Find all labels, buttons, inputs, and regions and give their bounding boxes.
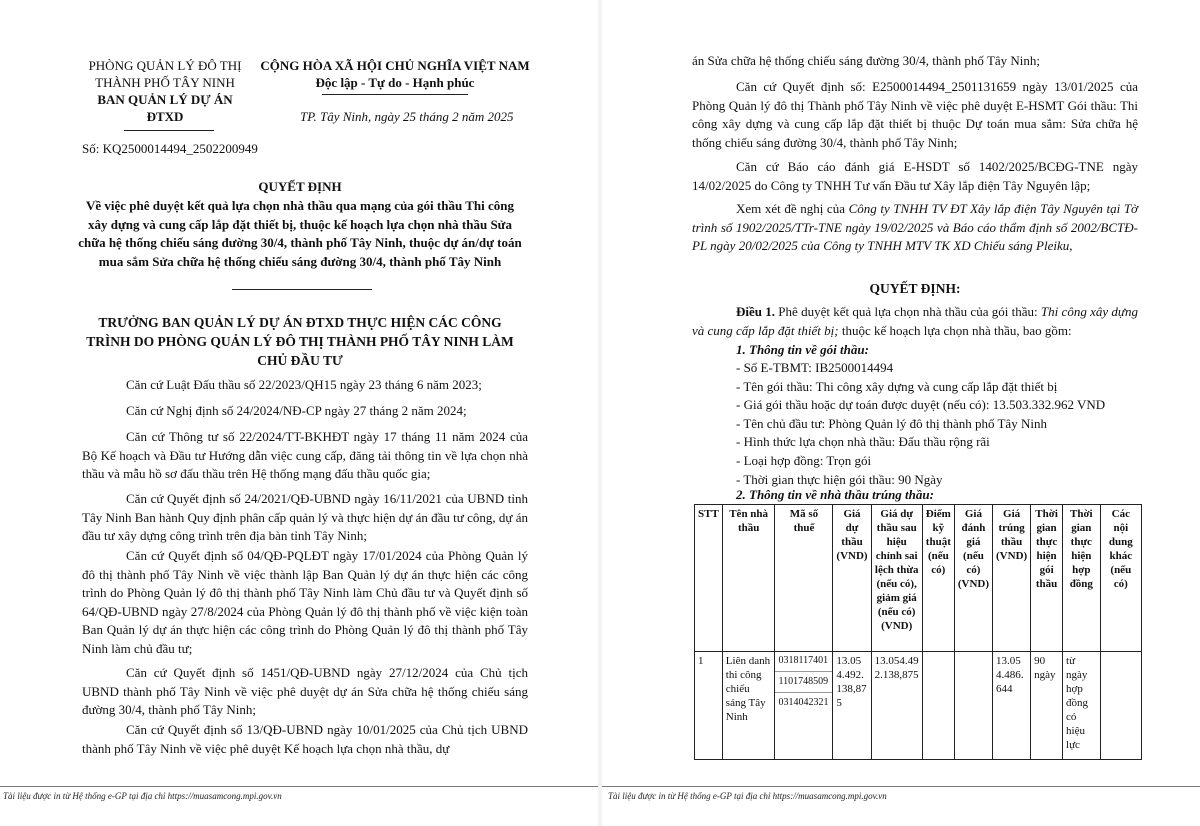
legal-basis-4: Căn cứ Quyết định số 24/2021/QĐ-UBND ngày 16/11/2021 của UBND tỉnh Tây Ninh Ban hành Quy định phân cấp quản lý và thực hiện dự án đầu tư công, dự án đầu tư xây dựng công trình trên địa bàn tỉnh Tây Ninh; bbox=[82, 491, 528, 543]
cell-adjusted-price: 13.054.492.138,875 bbox=[871, 652, 922, 760]
col-header-tax-code: Mã số thuế bbox=[775, 505, 833, 652]
cell-contract-time: từ ngày hợp đồng có hiệu lực bbox=[1063, 652, 1101, 760]
cell-award-price: 13.054.486.644 bbox=[993, 652, 1031, 760]
article-1-tail: thuộc kế hoạch lựa chọn nhà thầu, bao gồm: bbox=[838, 322, 1072, 338]
legal-basis-5: Căn cứ Quyết định số 04/QĐ-PQLĐT ngày 17/01/2024 của Phòng Quản lý đô thị thành phố Tây Ninh về việc thành lập Ban Quản lý dự án thực hiện các công trình do Phòng Quản lý đô thị thành phố Tây Ninh làm Chủ đầu tư và Quyết định số 64/QĐ-UBND ngày 27/8/2024 của Phòng Quản lý đô thị thành phố về việc kiện toàn Ban Quản lý dự án thực hiện các công trình do Phòng Quản lý đô thị thành phố Tây Ninh làm chủ đầu tư; bbox=[82, 548, 528, 656]
document-page-right bbox=[602, 0, 1200, 826]
national-header bbox=[255, 57, 535, 91]
package-info-list bbox=[736, 359, 1156, 489]
continuation-line: án Sửa chữa hệ thống chiếu sáng đường 30/4, thành phố Tây Ninh; bbox=[692, 53, 1041, 68]
legal-basis-3: Căn cứ Thông tư số 22/2024/TT-BKHĐT ngày 17 tháng 11 năm 2024 của Bộ Kế hoạch và Đầu tư Hướng dẫn việc cung cấp, đăng tải thông tin về lựa chọn nhà thầu và mẫu hồ sơ đấu thầu trên Hệ thống mạng đấu thầu quốc gia; bbox=[82, 429, 528, 481]
article-1-label: Điều 1. bbox=[736, 304, 776, 319]
republic-name: CỘNG HÒA XÃ HỘI CHỦ NGHĨA VIỆT NAM bbox=[260, 58, 530, 73]
package-info-item: - Hình thức lựa chọn nhà thầu: Đấu thầu rộng rãi bbox=[736, 434, 990, 450]
motto-underline bbox=[322, 94, 468, 95]
package-info-item: - Tên chủ đầu tư: Phòng Quản lý đô thị thành phố Tây Ninh bbox=[736, 415, 1047, 431]
agency-line-3: BAN QUẢN LÝ DỰ ÁN bbox=[97, 92, 233, 107]
package-info-item: - Giá gói thầu hoặc dự toán được duyệt (nếu có): 13.503.332.962 VND bbox=[736, 397, 1106, 413]
proposal-prefix: Xem xét đề nghị của bbox=[736, 201, 849, 216]
basis-evaluation-report: Căn cứ Báo cáo đánh giá E-HSDT số 1402/2025/BCĐG-TNE ngày 14/02/2025 do Công ty TNHH Tư vấn Đầu tư Xây lắp điện Tây Nguyên lập; bbox=[692, 159, 1138, 193]
col-header-bid-price: Giá dự thầu (VND) bbox=[833, 505, 871, 652]
document-number: Số: KQ2500014494_2502200949 bbox=[82, 141, 258, 156]
col-header-contract-time: Thời gian thực hiện hợp đồng bbox=[1063, 505, 1101, 652]
package-info-item: - Số E-TBMT: IB2500014494 bbox=[736, 360, 894, 375]
footer-note: Tài liệu được in từ Hệ thống e-GP tại địa chỉ https://muasamcong.mpi.gov.vn bbox=[608, 791, 887, 801]
col-header-other: Các nội dung khác (nếu có) bbox=[1100, 505, 1141, 652]
col-header-award-price: Giá trúng thầu (VND) bbox=[993, 505, 1031, 652]
cell-tech-score bbox=[922, 652, 954, 760]
decision-title: QUYẾT ĐỊNH bbox=[258, 179, 342, 194]
cell-package-time: 90 ngày bbox=[1031, 652, 1063, 760]
col-header-tech-score: Điểm kỹ thuật (nếu có) bbox=[922, 505, 954, 652]
agency-line-4: ĐTXD bbox=[146, 109, 184, 124]
article-1 bbox=[692, 303, 1138, 340]
tax-code: 0318117401 bbox=[778, 655, 829, 666]
col-header-package-time: Thời gian thực hiện gói thầu bbox=[1031, 505, 1063, 652]
cell-stt: 1 bbox=[695, 652, 723, 760]
cell-bidder-name: Liên danh thi công chiếu sáng Tây Ninh bbox=[722, 652, 775, 760]
col-header-stt: STT bbox=[695, 505, 723, 652]
agency-line-1: PHÒNG QUẢN LÝ ĐÔ THỊ bbox=[88, 58, 242, 73]
tax-code: 1101748509 bbox=[775, 671, 832, 688]
section-1-title: 1. Thông tin về gói thầu: bbox=[736, 342, 869, 357]
tax-code: 0314042321 bbox=[775, 692, 832, 709]
col-header-eval-price: Giá đánh giá (nếu có) (VND) bbox=[954, 505, 992, 652]
cell-tax-codes bbox=[775, 652, 833, 760]
proposal-reference: Công ty TNHH TV ĐT Xây lắp điện Tây Nguyên tại Tờ trình số 1902/2025/TTr-TNE ngày 19/02/2025 và Báo cáo thẩm định số 2002/BCTĐ-PL ngày 20/02/2025 của Công ty TNHH MTV TK XD Chiếu sáng Pleiku, bbox=[692, 201, 1138, 253]
table-header-row bbox=[695, 505, 1142, 652]
basis-esmt: Căn cứ Quyết định số: E2500014494_2501131659 ngày 13/01/2025 của Phòng Quản lý đô thị Thành phố Tây Ninh về việc phê duyệt E-HSMT Gói thầu: Thi công xây dựng và cung cấp lắp đặt thiết bị thuộc Dự toán mua sắm: Sửa chữa hệ thống chiếu sáng đường 30/4, thành phố Tây Ninh; bbox=[692, 79, 1138, 150]
winning-bidder-table bbox=[694, 504, 1142, 760]
package-info-item: - Loại hợp đồng: Trọn gói bbox=[736, 452, 872, 468]
cell-eval-price bbox=[954, 652, 992, 760]
legal-basis-1: Căn cứ Luật Đấu thầu số 22/2023/QH15 ngày 23 tháng 6 năm 2023; bbox=[126, 377, 482, 392]
agency-underline bbox=[124, 130, 214, 131]
legal-basis-2: Căn cứ Nghị định số 24/2024/NĐ-CP ngày 27 tháng 2 năm 2024; bbox=[126, 403, 467, 418]
footer-rule bbox=[602, 786, 1200, 787]
proposal-paragraph bbox=[692, 200, 1138, 256]
footer-rule bbox=[0, 786, 598, 787]
cell-bid-price: 13.054.492.138,875 bbox=[833, 652, 871, 760]
article-1-package: Thi công xây dựng và cung cấp lắp đặt thiết bị; bbox=[692, 304, 1139, 338]
decision-heading: QUYẾT ĐỊNH: bbox=[869, 281, 961, 296]
issuing-authority: TRƯỞNG BAN QUẢN LÝ DỰ ÁN ĐTXD THỰC HIỆN CÁC CÔNG TRÌNH DO PHÒNG QUẢN LÝ ĐÔ THỊ THÀNH PHỐ TÂY NINH LÀM CHỦ ĐẦU TƯ bbox=[86, 315, 514, 368]
footer-note: Tài liệu được in từ Hệ thống e-GP tại địa chỉ https://muasamcong.mpi.gov.vn bbox=[3, 791, 282, 801]
col-header-adjusted-price: Giá dự thầu sau hiệu chỉnh sai lệch thừa (nếu có), giảm giá (nếu có) (VND) bbox=[871, 505, 922, 652]
package-info-item: - Tên gói thầu: Thi công xây dựng và cung cấp lắp đặt thiết bị bbox=[736, 378, 1058, 394]
section-2-title: 2. Thông tin về nhà thầu trúng thầu: bbox=[736, 487, 934, 502]
legal-basis-6: Căn cứ Quyết định số 1451/QĐ-UBND ngày 27/12/2024 của Chủ tịch UBND thành phố Tây Ninh về việc phê duyệt dự án Sửa chữa hệ thống chiếu sáng đường 30/4, thành phố Tây Ninh; bbox=[82, 665, 528, 717]
col-header-bidder-name: Tên nhà thầu bbox=[722, 505, 775, 652]
decision-subject: Về việc phê duyệt kết quả lựa chọn nhà thầu qua mạng của gói thầu Thi công xây dựng và cung cấp lắp đặt thiết bị, thuộc kế hoạch lựa chọn nhà thầu Sửa chữa hệ thống chiếu sáng đường 30/4, thành phố Tây Ninh, thuộc dự án/dự toán mua sắm Sửa chữa hệ thống chiếu sáng đường 30/4, thành phố Tây Ninh bbox=[78, 198, 522, 269]
package-info-item: - Thời gian thực hiện gói thầu: 90 Ngày bbox=[736, 471, 943, 487]
subject-underline bbox=[232, 289, 372, 290]
cell-other bbox=[1100, 652, 1141, 760]
agency-line-2: THÀNH PHỐ TÂY NINH bbox=[95, 75, 235, 90]
national-motto: Độc lập - Tự do - Hạnh phúc bbox=[315, 75, 475, 90]
issue-date: TP. Tây Ninh, ngày 25 tháng 2 năm 2025 bbox=[300, 109, 514, 124]
legal-basis-7: Căn cứ Quyết định số 13/QĐ-UBND ngày 10/01/2025 của Chủ tịch UBND thành phố Tây Ninh về việc phê duyệt Kế hoạch lựa chọn nhà thầu, dự bbox=[82, 722, 528, 756]
issuing-agency-header bbox=[70, 57, 260, 125]
document-page-left bbox=[0, 0, 598, 826]
table-row bbox=[695, 652, 1142, 760]
article-1-text: Phê duyệt kết quả lựa chọn nhà thầu của gói thầu: bbox=[775, 304, 1041, 319]
